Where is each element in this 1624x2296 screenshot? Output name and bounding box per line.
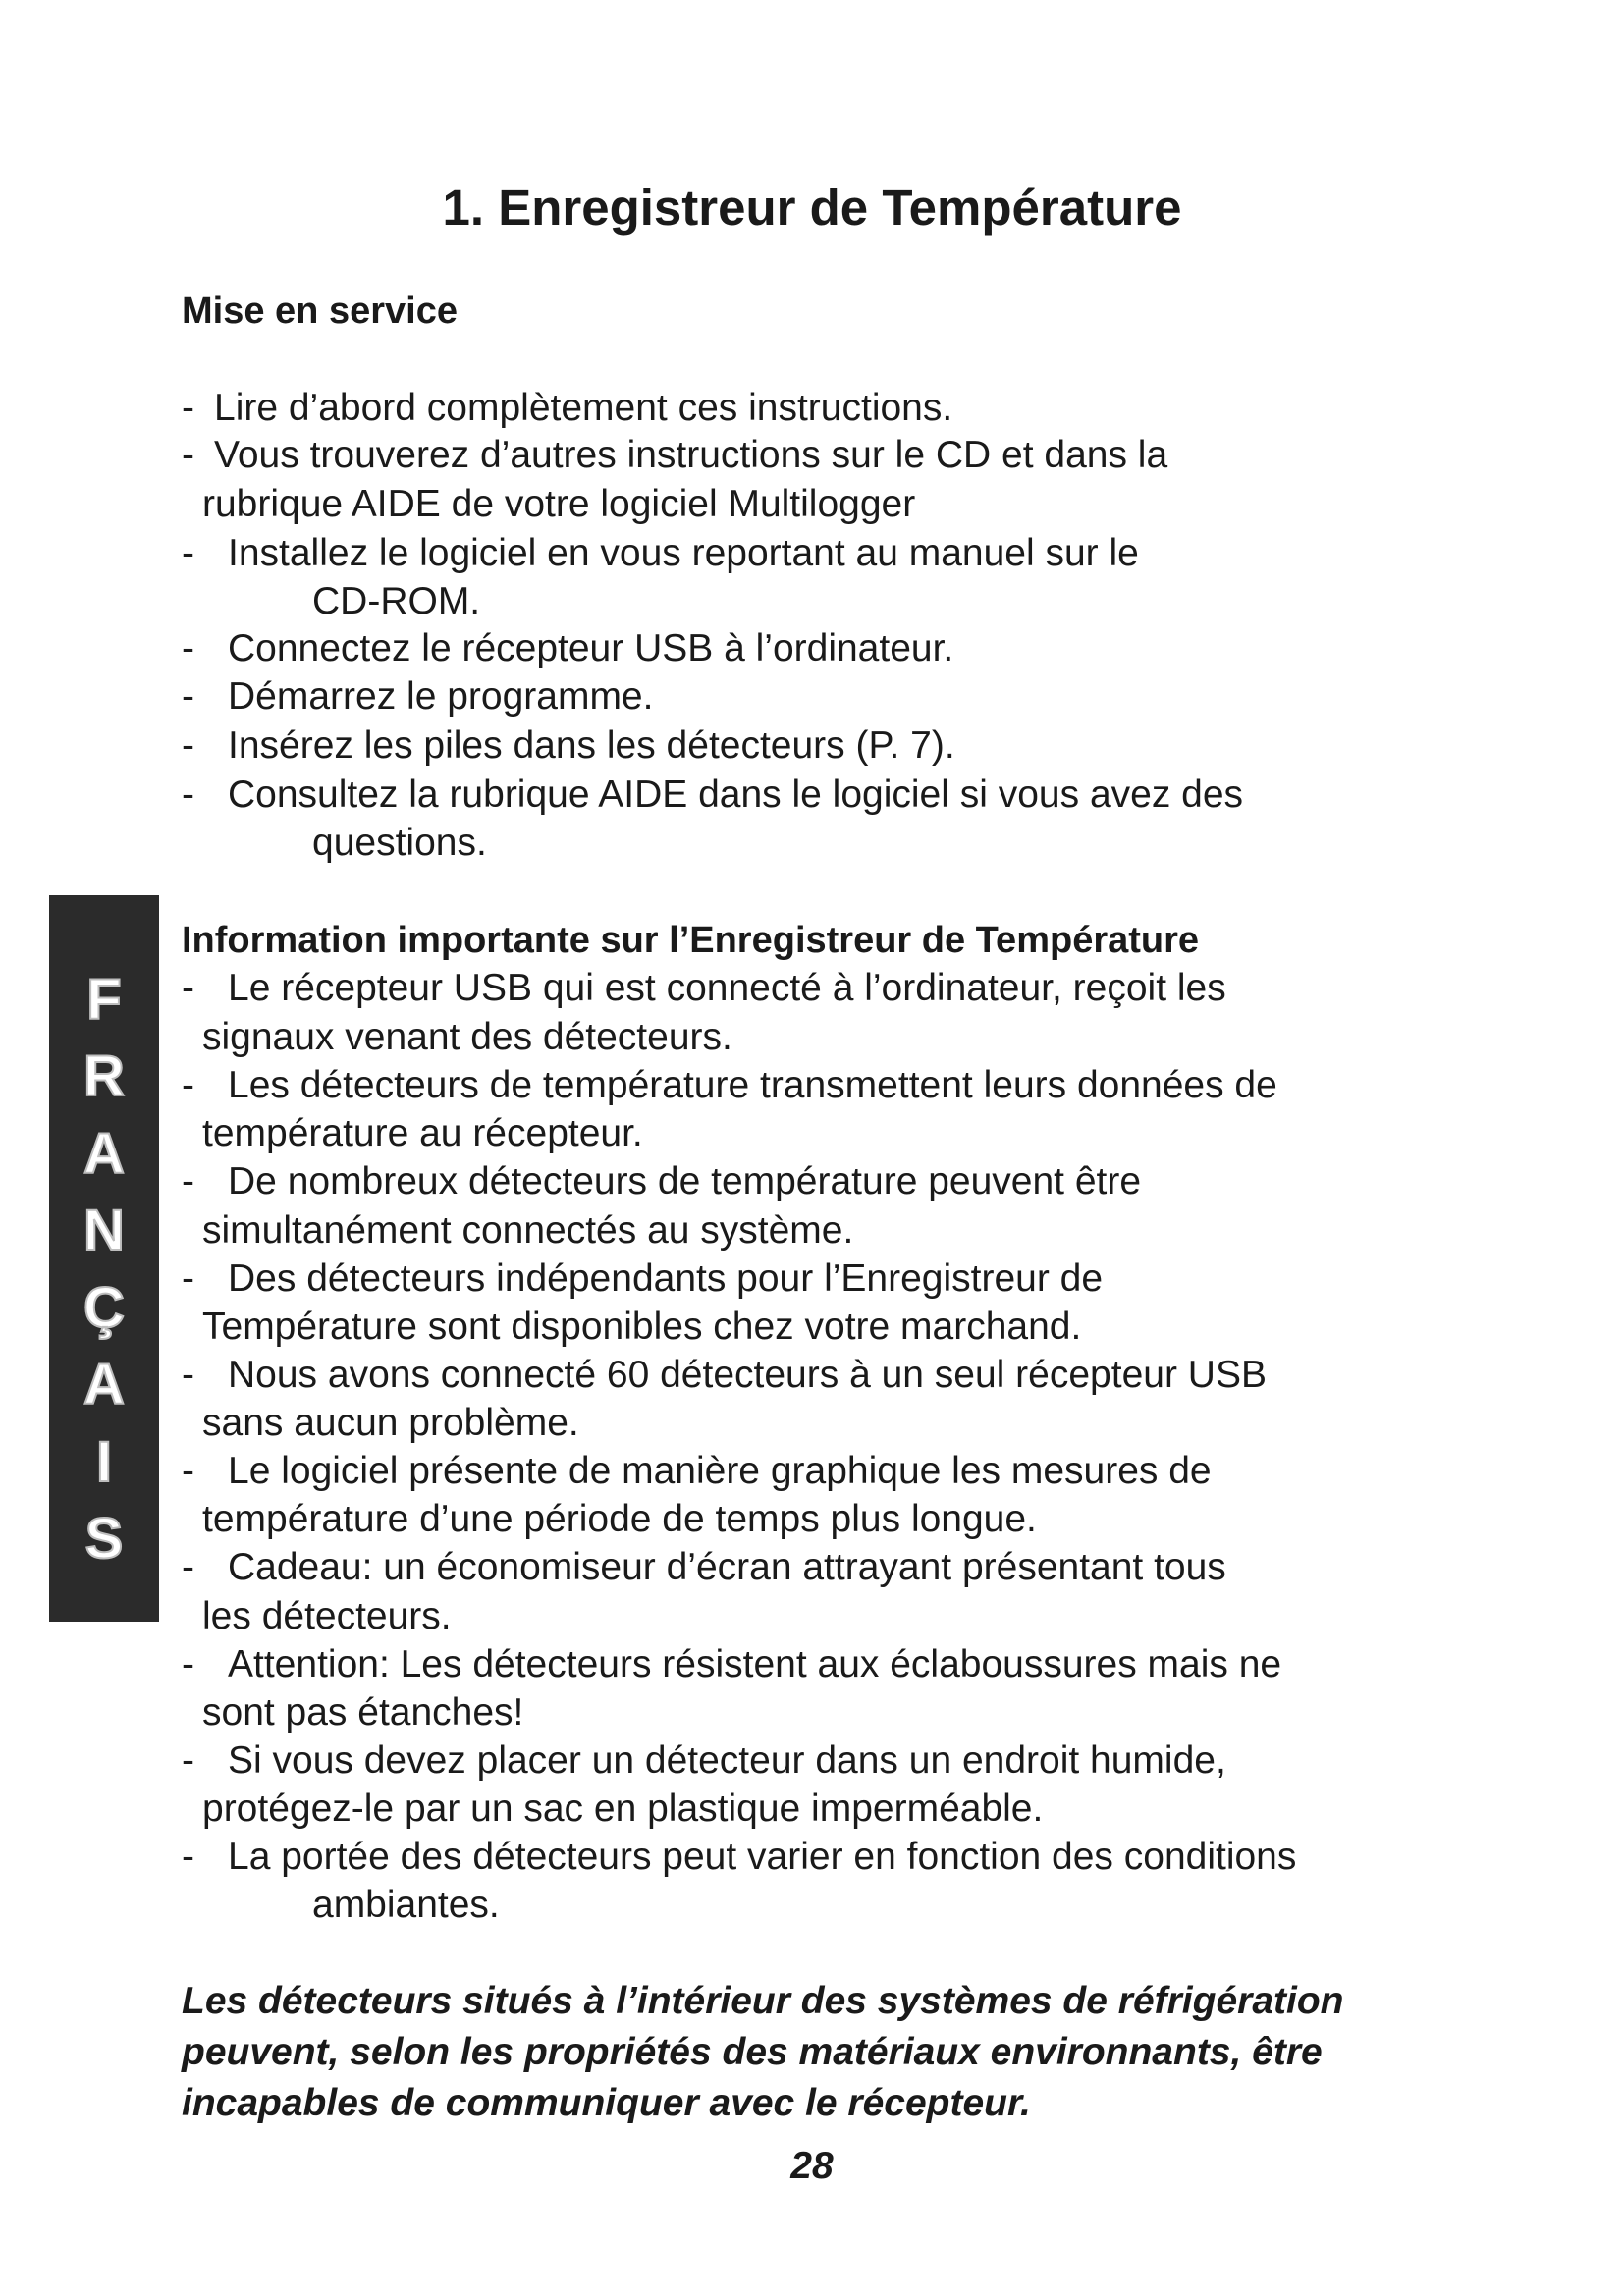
bullet-dash: - [182, 1836, 194, 1878]
section-heading-important-info: Information importante sur l’Enregistreur de Température [182, 920, 1200, 961]
page-title: 1. Enregistreur de Température [442, 180, 1182, 236]
tab-letter: F [86, 968, 122, 1032]
bullet-dash: - [182, 1546, 194, 1588]
tab-letter: Ç [83, 1276, 125, 1340]
bullet-dash: - [182, 724, 194, 767]
list-item: Cadeau: un économiseur d’écran attrayant présentant tous [228, 1546, 1226, 1588]
bullet-dash: - [182, 967, 194, 1009]
list-item-continuation: questions. [312, 822, 487, 864]
list-item: Connectez le récepteur USB à l’ordinateur. [228, 627, 954, 669]
tab-letter: N [83, 1199, 125, 1262]
bullet-dash: - [182, 1739, 194, 1782]
language-side-tab [49, 895, 159, 1622]
list-item-continuation: température au récepteur. [202, 1112, 643, 1154]
bullet-dash: - [182, 1064, 194, 1106]
bullet-dash: - [182, 675, 194, 718]
list-item-continuation: signaux venant des détecteurs. [202, 1016, 732, 1058]
bullet-dash: - [182, 1643, 194, 1685]
bullet-dash: - [182, 434, 194, 476]
list-item: La portée des détecteurs peut varier en fonction des conditions [228, 1836, 1297, 1878]
list-item-continuation: Température sont disponibles chez votre marchand. [202, 1306, 1082, 1348]
list-item: Si vous devez placer un détecteur dans un endroit humide, [228, 1739, 1226, 1782]
list-item-continuation: sans aucun problème. [202, 1402, 579, 1444]
tab-letter: A [83, 1353, 125, 1416]
list-item-continuation: simultanément connectés au système. [202, 1209, 854, 1252]
section-heading-setup: Mise en service [182, 291, 458, 332]
list-item: Consultez la rubrique AIDE dans le logiciel si vous avez des [228, 774, 1244, 816]
tab-letter: A [83, 1122, 125, 1186]
list-item: Nous avons connecté 60 détecteurs à un seul récepteur USB [228, 1354, 1267, 1396]
list-item: Installez le logiciel en vous reportant au manuel sur le [228, 532, 1139, 574]
bullet-dash: - [182, 532, 194, 574]
list-item: Des détecteurs indépendants pour l’Enregistreur de [228, 1257, 1104, 1300]
list-item: Démarrez le programme. [228, 675, 654, 718]
list-item: Insérez les piles dans les détecteurs (P. 7). [228, 724, 955, 767]
list-item-continuation: température d’une période de temps plus longue. [202, 1498, 1037, 1540]
list-item-continuation: CD-ROM. [312, 580, 481, 622]
list-item-continuation: les détecteurs. [202, 1595, 452, 1637]
tab-letter: I [95, 1430, 113, 1494]
warning-note: Les détecteurs situés à l’intérieur des systèmes de réfrigération peuvent, selon les propriétés des matériaux environnants, être incapables de communiquer avec le récepteur. [182, 1980, 1344, 2124]
list-item-continuation: sont pas étanches! [202, 1691, 524, 1734]
list-item: Lire d’abord complètement ces instructions. [214, 387, 953, 429]
list-item: Vous trouverez d’autres instructions sur le CD et dans la [214, 434, 1168, 476]
bullet-dash: - [182, 627, 194, 669]
bullet-dash: - [182, 774, 194, 816]
list-item: Le récepteur USB qui est connecté à l’ordinateur, reçoit les [228, 967, 1226, 1009]
list-item-continuation: protégez-le par un sac en plastique imperméable. [202, 1788, 1044, 1830]
tab-letter: S [84, 1507, 124, 1571]
list-item-continuation: ambiantes. [312, 1884, 500, 1926]
list-item: De nombreux détecteurs de température peuvent être [228, 1160, 1142, 1202]
bullet-dash: - [182, 1450, 194, 1492]
list-item: Attention: Les détecteurs résistent aux éclaboussures mais ne [228, 1643, 1282, 1685]
tab-letter: R [83, 1044, 125, 1108]
list-item-continuation: rubrique AIDE de votre logiciel Multilogger [202, 483, 916, 525]
bullet-dash: - [182, 1257, 194, 1300]
page-number: 28 [790, 2145, 834, 2187]
bullet-dash: - [182, 387, 194, 429]
list-item: Les détecteurs de température transmettent leurs données de [228, 1064, 1277, 1106]
bullet-dash: - [182, 1354, 194, 1396]
bullet-dash: - [182, 1160, 194, 1202]
list-item: Le logiciel présente de manière graphique les mesures de [228, 1450, 1212, 1492]
